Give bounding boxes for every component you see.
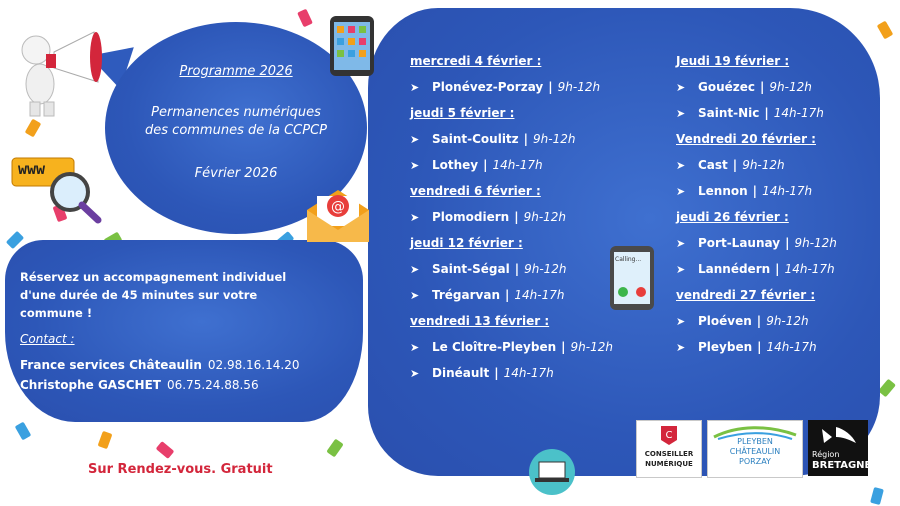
conseiller-logo-line2: NUMÉRIQUE — [645, 460, 693, 468]
chevron-right-icon: ➤ — [410, 158, 420, 172]
confetti — [15, 422, 32, 441]
separator: | — [785, 236, 790, 250]
chevron-right-icon: ➤ — [676, 80, 686, 94]
reservation-line-3: commune ! — [20, 306, 93, 320]
separator: | — [548, 80, 553, 94]
time-slot: 14h-17h — [492, 158, 543, 172]
day-heading: Jeudi 19 février : — [676, 54, 790, 68]
day-heading: vendredi 13 février : — [410, 314, 550, 328]
chevron-right-icon: ➤ — [410, 288, 420, 302]
schedule-entry — [410, 80, 600, 94]
megaphone-icon — [6, 22, 106, 122]
schedule-entry — [410, 340, 613, 354]
program-month: Février 2026 — [194, 166, 278, 181]
schedule-entry — [676, 158, 785, 172]
day-heading: jeudi 26 février : — [676, 210, 789, 224]
town-name: Pleyben — [698, 340, 753, 354]
reservation-line-1: Réservez un accompagnement individuel — [20, 270, 287, 284]
chevron-right-icon: ➤ — [676, 236, 686, 250]
conseiller-numerique-logo — [636, 420, 702, 478]
chevron-right-icon: ➤ — [676, 158, 686, 172]
time-slot: 9h-12h — [766, 314, 809, 328]
svg-text:C: C — [665, 430, 673, 441]
schedule-entry — [676, 236, 837, 250]
www-label: www — [18, 160, 46, 178]
chevron-right-icon: ➤ — [676, 262, 686, 276]
town-name: Plonévez-Porzay — [432, 80, 544, 94]
day-heading: vendredi 6 février : — [410, 184, 541, 198]
program-subtitle-2: des communes de la CCPCP — [145, 123, 327, 138]
contact-name: Christophe GASCHET — [20, 378, 161, 392]
separator: | — [764, 106, 769, 120]
confetti — [878, 379, 896, 398]
contact-phone[interactable]: 02.98.16.14.20 — [207, 358, 300, 372]
separator: | — [514, 210, 519, 224]
chevron-right-icon: ➤ — [410, 80, 420, 94]
svg-text:@: @ — [331, 199, 345, 215]
chevron-right-icon: ➤ — [410, 132, 420, 146]
schedule-entry — [410, 366, 554, 380]
town-name: Lannédern — [698, 262, 771, 276]
chevron-right-icon: ➤ — [410, 262, 420, 276]
day-heading: jeudi 5 février : — [410, 106, 515, 120]
separator: | — [505, 288, 510, 302]
schedule-entry — [676, 106, 824, 120]
laptop-icon — [528, 448, 576, 496]
chevron-right-icon: ➤ — [676, 314, 686, 328]
confetti — [156, 441, 175, 459]
town-name: Ploéven — [698, 314, 752, 328]
chevron-right-icon: ➤ — [410, 210, 420, 224]
chevron-right-icon: ➤ — [410, 366, 420, 380]
day-heading: vendredi 27 février : — [676, 288, 816, 302]
town-name: Plomodiern — [432, 210, 510, 224]
separator: | — [732, 158, 738, 172]
separator: | — [494, 366, 499, 380]
time-slot: 14h-17h — [514, 288, 565, 302]
time-slot: 9h-12h — [794, 236, 837, 250]
time-slot: 9h-12h — [523, 210, 567, 224]
time-slot: 9h-12h — [742, 158, 785, 172]
chevron-right-icon: ➤ — [676, 340, 686, 354]
chevron-right-icon: ➤ — [676, 106, 686, 120]
time-slot: 9h-12h — [570, 340, 613, 354]
time-slot: 9h-12h — [557, 80, 601, 94]
schedule-entry — [676, 262, 835, 276]
conseiller-logo-line1: CONSEILLER — [644, 450, 694, 458]
schedule-entry — [410, 132, 576, 146]
ccpcp-logo-line3: PORZAY — [739, 457, 771, 466]
appointment-note: Sur Rendez-vous. Gratuit — [88, 462, 273, 477]
phone-screen-text: Calling... — [615, 256, 642, 263]
conseiller-logo-icon — [659, 424, 679, 446]
town-name: Saint-Coulitz — [432, 132, 519, 146]
contact-phone[interactable]: 06.75.24.88.56 — [166, 378, 259, 392]
contact-row — [20, 378, 259, 392]
contact-label: Contact : — [20, 332, 75, 346]
confetti — [297, 9, 313, 28]
schedule-entry — [410, 262, 567, 276]
phone-icon — [608, 244, 656, 312]
confetti — [98, 431, 113, 449]
confetti — [870, 487, 884, 505]
chevron-right-icon: ➤ — [676, 184, 686, 198]
schedule-entry — [410, 288, 564, 302]
town-name: Trégarvan — [432, 288, 500, 302]
program-subtitle-1: Permanences numériques — [151, 105, 321, 120]
separator: | — [483, 158, 488, 172]
town-name: Dinéault — [432, 366, 490, 380]
separator: | — [775, 262, 780, 276]
region-bretagne-logo — [808, 420, 872, 476]
region-logo-line1: Région — [812, 450, 840, 459]
town-name: Lennon — [698, 184, 748, 198]
separator: | — [523, 132, 529, 146]
contact-row — [20, 358, 299, 372]
town-name: Gouézec — [698, 80, 756, 94]
separator: | — [757, 340, 762, 354]
schedule-entry — [676, 80, 812, 94]
program-title: Programme 2026 — [179, 64, 293, 79]
town-name: Lothey — [432, 158, 479, 172]
separator: | — [514, 262, 520, 276]
town-name: Cast — [698, 158, 728, 172]
day-heading: Vendredi 20 février : — [676, 132, 816, 146]
town-name: Le Cloître-Pleyben — [432, 340, 557, 354]
time-slot: 14h-17h — [503, 366, 554, 380]
reservation-line-2: d'une durée de 45 minutes sur votre — [20, 288, 258, 302]
time-slot: 14h-17h — [766, 340, 817, 354]
time-slot: 14h-17h — [773, 106, 824, 120]
schedule-entry — [676, 314, 809, 328]
time-slot: 9h-12h — [533, 132, 576, 146]
separator: | — [752, 184, 758, 198]
time-slot: 14h-17h — [784, 262, 835, 276]
day-heading: jeudi 12 février : — [410, 236, 523, 250]
town-name: Port-Launay — [698, 236, 781, 250]
confetti — [326, 439, 343, 458]
chevron-right-icon: ➤ — [410, 340, 420, 354]
ccpcp-logo — [707, 420, 803, 478]
region-logo-mark — [818, 423, 858, 447]
separator: | — [561, 340, 566, 354]
email-icon — [305, 182, 371, 244]
time-slot: 9h-12h — [524, 262, 567, 276]
time-slot: 9h-12h — [769, 80, 812, 94]
separator: | — [760, 80, 765, 94]
ccpcp-logo-line2: CHÂTEAULIN — [729, 447, 781, 456]
schedule-entry — [410, 210, 566, 224]
schedule-entry — [676, 340, 817, 354]
tablet-icon — [328, 14, 376, 78]
reservation-bubble — [5, 240, 363, 422]
time-slot: 14h-17h — [762, 184, 813, 198]
confetti — [877, 21, 894, 40]
schedule-entry — [410, 158, 543, 172]
separator: | — [756, 314, 762, 328]
town-name: Saint-Ségal — [432, 262, 510, 276]
region-logo-line2: BRETAGNE — [812, 460, 872, 471]
day-heading: mercredi 4 février : — [410, 54, 542, 68]
contact-name: France services Châteaulin — [20, 358, 202, 372]
schedule-entry — [676, 184, 812, 198]
ccpcp-logo-line1: PLEYBEN — [737, 437, 773, 446]
town-name: Saint-Nic — [698, 106, 760, 120]
